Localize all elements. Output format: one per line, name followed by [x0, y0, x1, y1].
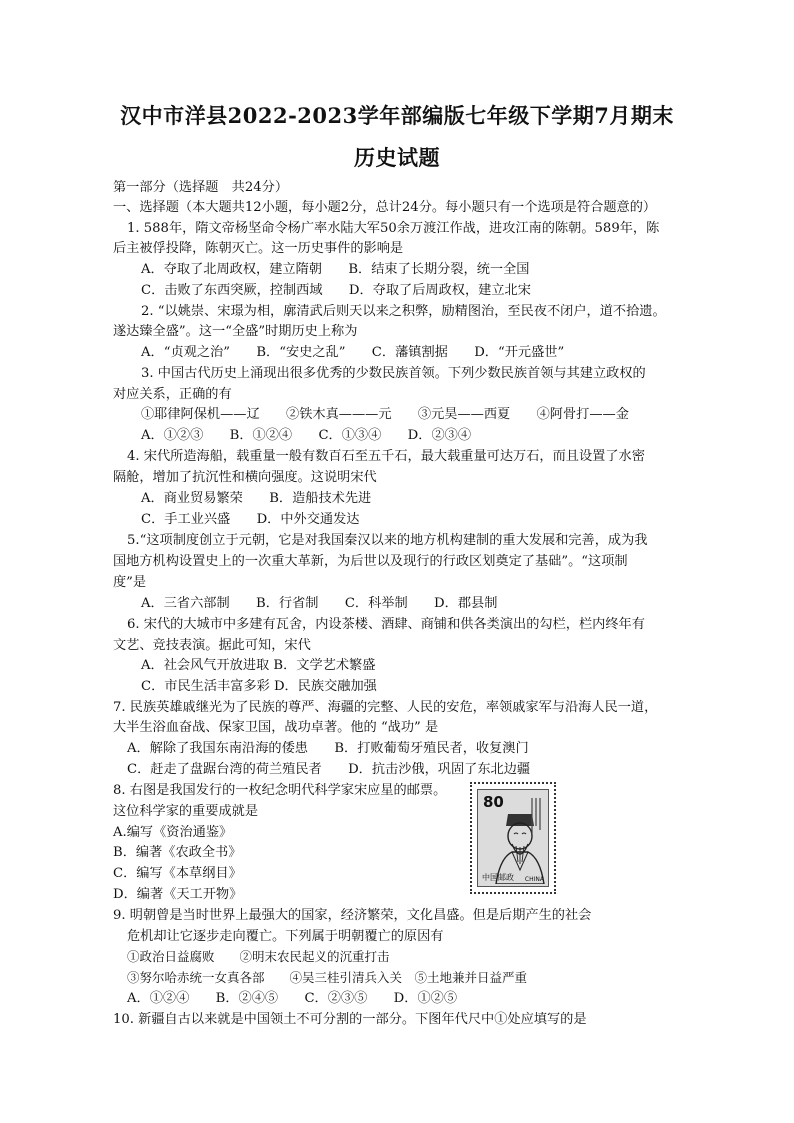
exam-subtitle: 历史试题 [354, 145, 440, 170]
q9-options: A．①②④ B．②④⑤ C．②③⑤ D．①②⑤ [127, 991, 458, 1006]
q2-stem-line1: 2. “以姚崇、宋璟为相，廓清武后则天以来之积弊，励精图治，至民夜不闭户，道不拾遗。 [141, 304, 666, 319]
q8-option-b: B．编著《农政全书》 [113, 845, 242, 860]
q5-options: A．三省六部制 B．行省制 C．科举制 D．郡县制 [141, 596, 498, 611]
q4-stem-line1: 4. 宋代所造海船，载重量一般有数百石至五千石，最大载重量可达万石，而且设置了水密 [127, 449, 645, 464]
q6-options-ab: A．社会风气开放进取 B．文学艺术繁盛 [141, 658, 376, 673]
stamp-country: 中国邮政 [482, 873, 514, 882]
q10-stem-line1: 10. 新疆自古以来就是中国领土不可分割的一部分。下图年代尺中①处应填写的是 [113, 1012, 587, 1027]
q8-option-c: C．编写《本草纲目》 [113, 866, 242, 881]
q4-stem-line2: 隔舱，增加了抗沉性和横向强度。这说明宋代 [113, 470, 377, 485]
q4-options-cd: C．手工业兴盛 D．中外交通发达 [141, 512, 360, 527]
q8-option-a: A.编写《资治通鉴》 [113, 825, 233, 840]
stamp-image [477, 789, 549, 887]
q7-options-cd: C．赶走了盘踞台湾的荷兰殖民者 D．抗击沙俄，巩固了东北边疆 [127, 762, 531, 777]
q6-stem-line2: 文艺、竞技表演。据此可知，宋代 [113, 638, 311, 653]
stamp-latin: CHINA [524, 876, 544, 883]
q5-stem-line2: 国地方机构设置史上的一次重大革新，为后世以及现行的行政区划奠定了基础”。“这项制 [113, 554, 628, 569]
q8-stem-line1: 8. 右图是我国发行的一枚纪念明代科学家宋应星的邮票。 [113, 783, 447, 798]
q5-stem-line1: 5.“这项制度创立于元朝，它是对我国秦汉以来的地方机构建制的重大发展和完善，成为我 [127, 533, 648, 548]
q9-items-line2: ③努尔哈赤统一女真各部 ④吴三桂引清兵入关 ⑤土地兼并日益严重 [127, 970, 528, 985]
q2-stem-line2: 遂达臻全盛”。这一“全盛”时期历史上称为 [113, 324, 358, 339]
stamp-caption-lines-icon [530, 796, 544, 836]
q9-stem-line1: 9. 明朝曾是当时世界上最强大的国家，经济繁荣，文化昌盛。但是后期产生的社会 [113, 908, 592, 923]
q8-option-d: D．编著《天工开物》 [113, 887, 243, 902]
q9-items-line1: ①政治日益腐败 ②明末农民起义的沉重打击 [127, 949, 390, 964]
q6-options-cd: C．市民生活丰富多彩 D．民族交融加强 [141, 679, 377, 694]
stamp-value: 80 [483, 793, 504, 811]
q3-stem-line2: 对应关系，正确的有 [113, 387, 232, 402]
q7-options-ab: A．解除了我国东南沿海的倭患 B．打败葡萄牙殖民者，收复澳门 [127, 741, 529, 756]
q6-stem-line1: 6. 宋代的大城市中多建有瓦舍，内设茶楼、酒肆、商铺和供各类演出的勾栏，栏内终年有 [127, 617, 645, 632]
q7-stem-line2: 大半生浴血奋战、保家卫国，战功卓著。他的 “战功” 是 [113, 720, 439, 735]
q1-options-ab: A．夺取了北周政权，建立隋朝 B．结束了长期分裂，统一全国 [141, 262, 530, 277]
q4-options-ab: A．商业贸易繁荣 B．造船技术先进 [141, 491, 372, 506]
q1-stem-line2: 后主被俘投降，陈朝灭亡。这一历史事件的影响是 [113, 241, 404, 256]
q1-options-cd: C．击败了东西突厥，控制西域 D．夺取了后周政权，建立北宋 [141, 283, 531, 298]
song-yingxing-stamp [470, 782, 556, 894]
q3-items: ①耶律阿保机——辽 ②铁木真———元 ③元昊——西夏 ④阿骨打——金 [141, 407, 629, 422]
section-instruction: 一、选择题（本大题共12小题，每小题2分，总计24分。每小题只有一个选项是符合题意的） [113, 200, 657, 215]
q2-options: A．“贞观之治” B．“安史之乱” C．藩镇割据 D．“开元盛世” [141, 345, 565, 360]
q8-stem-line2: 这位科学家的重要成就是 [113, 804, 259, 819]
q1-stem-line1: 1. 588年，隋文帝杨坚命令杨广率水陆大军50余万渡江作战，进攻江南的陈朝。589年，陈 [127, 221, 660, 236]
section-heading: 第一部分（选择题 共24分） [113, 180, 289, 195]
exam-title: 汉中市洋县2022-2023学年部编版七年级下学期7月期末 [120, 103, 674, 128]
q7-stem-line1: 7. 民族英雄戚继光为了民族的尊严、海疆的完整、人民的安危，率领戚家军与沿海人民一道， [113, 700, 658, 715]
q3-stem-line1: 3. 中国古代历史上涌现出很多优秀的少数民族首领。下列少数民族首领与其建立政权的 [141, 366, 646, 381]
q9-stem-line2: 危机却让它逐步走向覆亡。下列属于明朝覆亡的原因有 [127, 929, 444, 944]
q3-options: A．①②③ B．①②④ C．①③④ D．②③④ [141, 428, 472, 443]
q5-stem-line3: 度”是 [113, 575, 147, 590]
